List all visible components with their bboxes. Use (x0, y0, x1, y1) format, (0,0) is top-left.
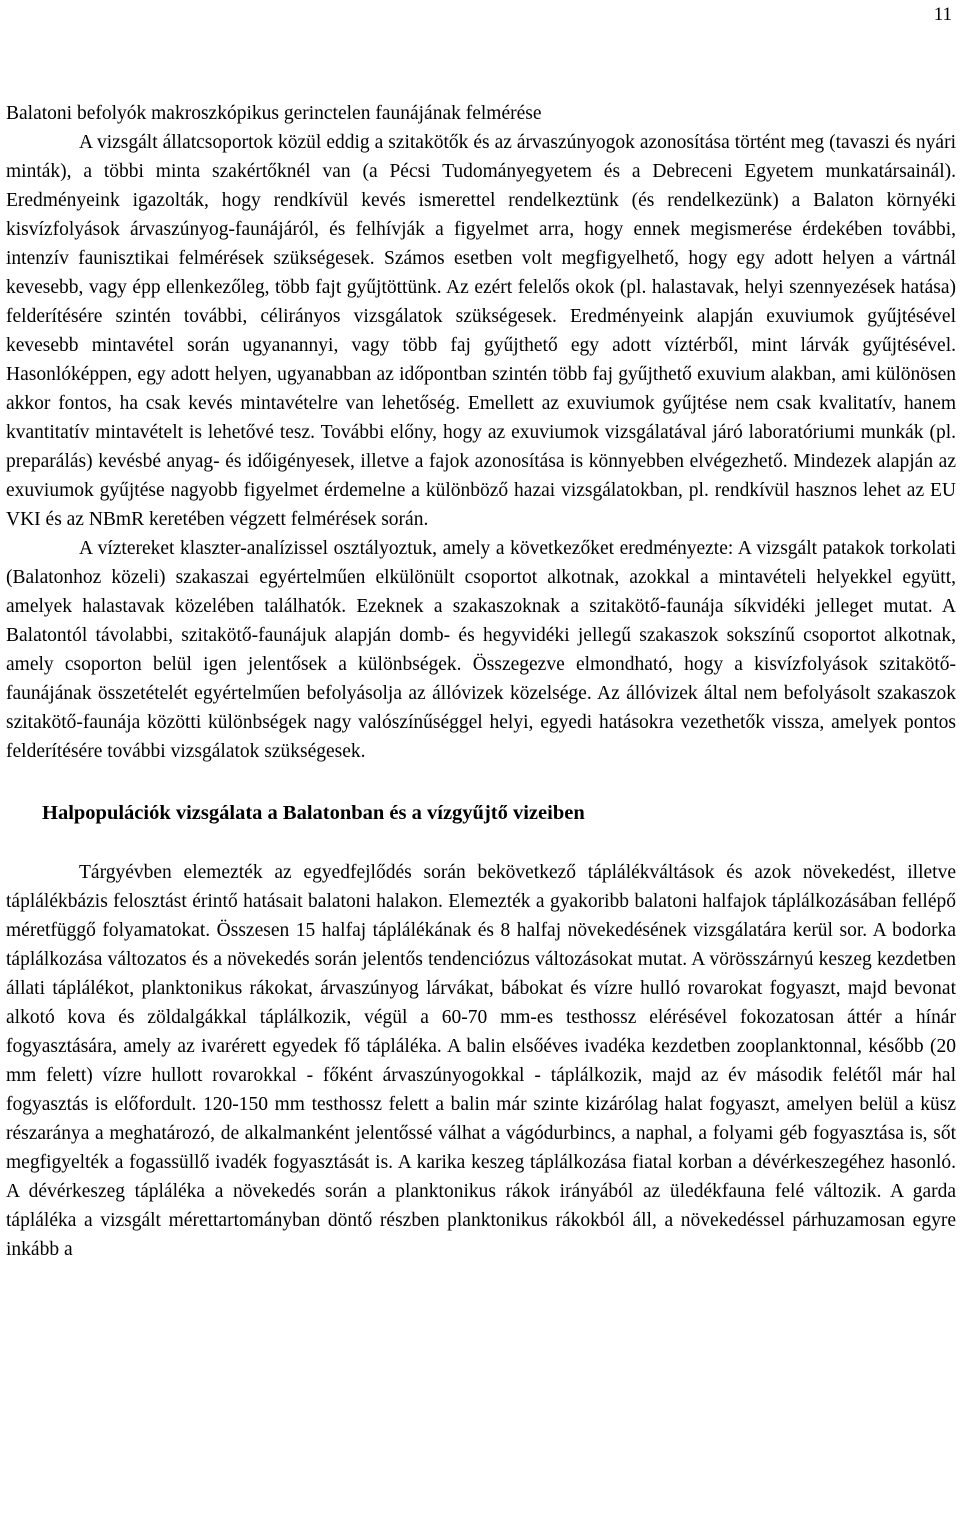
spacer (6, 828, 956, 858)
page-number: 11 (933, 4, 952, 25)
section-heading-invertebrates: Balatoni befolyók makroszkópikus gerinctelen faunájának felmérése (6, 103, 542, 124)
paragraph-fish-1: Tárgyévben elemezték az egyedfejlődés során bekövetkező táplálékváltások és azok növekedést, illetve táplálékbázis felosztást érintő hatásait balatoni halakon. Elemezték a gyakoribb balatoni halfajok táplálkozásában fellépő méretfüggő folyamatokat. Összesen 15 halfaj táplálékának és 8 halfaj növekedésének vizsgálatára kerül sor. A bodorka táplálkozása változatos és a növekedés során jelentős tendenciózus változásokat mutat. A vörösszárnyú keszeg kezdetben állati táplálékot, planktonikus rákokat, árvaszúnyog lárvákat, bábokat és vízre hulló rovarokat fogyaszt, majd bevonat alkotó kova és zöldalgákkal táplálkozik, végül a 60-70 mm-es testhossz elérésével fokozatosan áttér a hínár fogyasztására, amely az ivarérett egyedek fő tápláléka. A balin elsőéves ivadéka kezdetben zooplanktonnal, később (20 mm felett) vízre hullott rovarokkal - főként árvaszúnyogokkal - táplálkozik, majd az év második felétől már hal fogyasztás is előfordult. 120-150 mm testhossz felett a balin már szinte kizárólag halat fogyaszt, amelyen belül a küsz részaránya a meghatározó, de alkalmanként jelentőssé válhat a vágódurbincs, a naphal, a folyami géb fogyasztása is, sőt megfigyelték a fogassüllő ivadék fogyasztását is. A karika keszeg táplálkozása fiatal korban a dévérkeszegéhez hasonló. A dévérkeszeg tápláléka a növekedés során a planktonikus rákok irányából az üledékfauna felé változik. A garda tápláléka a vizsgált mérettartományban döntő részben planktonikus rákokból áll, a növekedéssel párhuzamosan egyre inkább a (6, 862, 956, 1260)
section-heading-fish-populations: Halpopulációk vizsgálata a Balatonban és a vízgyűjtő vizeiben (42, 802, 585, 824)
spacer (6, 766, 956, 796)
paragraph-invertebrates-1: A vizsgált állatcsoportok közül eddig a szitakötők és az árvaszúnyogok azonosítása történt meg (tavaszi és nyári minták), a többi minta szakértőknél van (a Pécsi Tudományegyetem és a Debreceni Egyetem munkatársainál). Eredményeink igazolták, hogy rendkívül kevés ismerettel rendelkeztünk (és rendelkezünk) a Balaton környéki kisvízfolyások árvaszúnyog-faunájáról, és felhívják a figyelmet arra, hogy ennek megismerése érdekében további, intenzív faunisztikai felmérések szükségesek. Számos esetben volt megfigyelhető, hogy egy adott helyen a vártnál kevesebb, vagy épp ellenkezőleg, több fajt gyűjtöttünk. Az ezért felelős okok (pl. halastavak, helyi szennyezések hatása) felderítésére szintén további, célirányos vizsgálatok szükségesek. Eredményeink alapján exuviumok gyűjtésével kevesebb mintavétel során ugyanannyi, vagy több faj gyűjthető egy adott víztérből, mint lárvák gyűjtésével. Hasonlóképpen, egy adott helyen, ugyanabban az időpontban szintén több faj gyűjthető exuvium alakban, ami különösen akkor fontos, ha csak kevés mintavételre van lehetőség. Emellett az exuviumok gyűjtése nem csak kvalitatív, hanem kvantitatív mintavételt is lehetővé tesz. További előny, hogy az exuviumok vizsgálatával járó laboratóriumi munkák (pl. preparálás) kevésbé anyag- és időigényesek, illetve a fajok azonosítása is könnyebben elvégezhető. Mindezek alapján az exuviumok gyűjtése nagyobb figyelmet érdemelne a különböző hazai vizsgálatokban, pl. rendkívül hasznos lehet az EU VKI és az NBmR keretében végzett felmérések során. (6, 132, 956, 530)
document-body (6, 99, 956, 1264)
paragraph-invertebrates-2: A víztereket klaszter-analízissel osztályoztuk, amely a következőket eredményezte: A vizsgált patakok torkolati (Balatonhoz közeli) szakaszai egyértelműen elkülönült csoportot alkotnak, azokkal a mintavételi helyekkel együtt, amelyek halastavak közelében találhatók. Ezeknek a szakaszoknak a szitakötő-faunája síkvidéki jelleget mutat. A Balatontól távolabbi, szitakötő-faunájuk alapján domb- és hegyvidéki jellegű szakaszok sokszínű csoportot alkotnak, amely csoporton belül igen jelentősek a különbségek. Összegezve elmondható, hogy a kisvízfolyások szitakötő-faunájának összetételét egyértelműen befolyásolja az állóvizek közelsége. Az állóvizek által nem befolyásolt szakaszok szitakötő-faunája közötti különbségek nagy valószínűséggel helyi, egyedi hatásokra vezethetők vissza, amelyek pontos felderítésére további vizsgálatok szükségesek. (6, 538, 956, 762)
